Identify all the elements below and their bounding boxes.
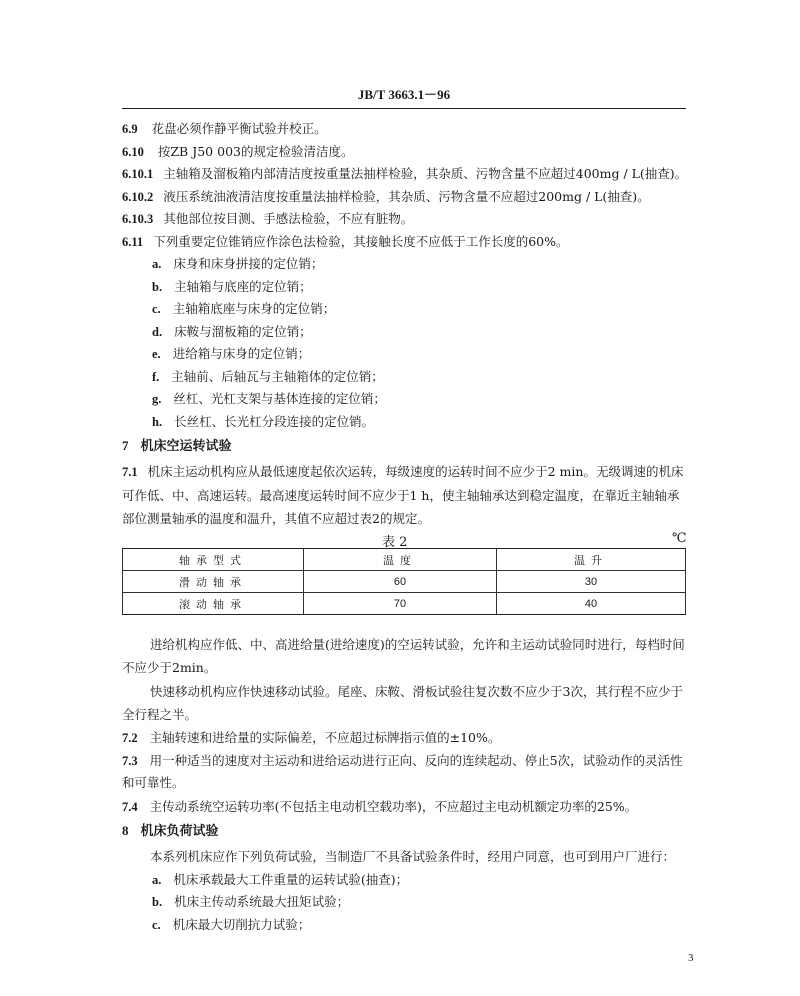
table-cell: 滚动轴承 (123, 593, 304, 615)
table-caption: 表 2 (382, 535, 408, 550)
section-8-heading: 8 机床负荷试验 (122, 823, 219, 839)
clause-number: 6.10.2 (122, 190, 154, 204)
section-8-intro: 本系列机床应作下列负荷试验，当制造厂不具备试验条件时，经用户同意，也可到用户厂进行： (150, 849, 676, 864)
clause-text: 花盘必须作静平衡试验并校正。 (151, 121, 327, 136)
clause-7-3-line1: 7.3 用一种适当的速度对主运动和进给运动进行正向、反向的连续起动、停止5次，试验动作的灵活性 (122, 753, 683, 768)
list-item: c. 主轴箱底座与床身的定位销； (152, 301, 336, 316)
table-cell: 30 (497, 571, 686, 593)
list-item: h. 长丝杠、长光杠分段连接的定位销。 (152, 414, 375, 429)
table-header-row (123, 549, 686, 571)
table-header-cell: 温升 (497, 549, 686, 571)
clause-text: 下列重要定位锥销应作涂色法检验，其接触长度不应低于工作长度的60%。 (153, 234, 569, 249)
table-row (123, 571, 686, 593)
rapid-paragraph-line1: 快速移动机构应作快速移动试验。尾座、床鞍、滑板试验往复次数不应少于3次，其行程不应少于 (150, 684, 683, 699)
clause-text: 液压系统油液清洁度按重量法抽样检验，其杂质、污物含量不应超过200mg / L(抽查)。 (163, 189, 650, 204)
table-2 (122, 548, 686, 615)
list-item: d. 床鞍与溜板箱的定位销； (152, 324, 312, 339)
feed-paragraph-line1: 进给机构应作低、中、高进给量(进给速度)的空运转试验，允许和主运动试验同时进行，每档时间 (150, 637, 685, 652)
table-cell: 70 (304, 593, 497, 615)
rapid-paragraph-line2: 全行程之半。 (122, 707, 198, 722)
clause-6-9 (122, 121, 327, 137)
list-item: e. 进给箱与床身的定位销； (152, 346, 311, 361)
clause-6-10-1 (122, 166, 687, 182)
page-header: JB/T 3663.1－96 (357, 87, 451, 102)
clause-6-10 (122, 144, 353, 160)
clause-6-11 (122, 234, 568, 250)
clause-7-1-line3: 部位测量轴承的温度和温升，其值不应超过表2的规定。 (122, 511, 430, 526)
list-item: c. 机床最大切削抗力试验； (152, 917, 311, 932)
clause-7-2: 7.2 主轴转速和进给量的实际偏差，不应超过标牌指示值的±10%。 (122, 730, 501, 745)
list-item: f. 主轴前、后轴瓦与主轴箱体的定位销； (152, 369, 384, 384)
clause-number: 6.10.3 (122, 212, 154, 226)
list-item: a. 床身和床身拼接的定位销； (152, 256, 324, 271)
clause-number: 6.9 (122, 122, 138, 136)
feed-paragraph-line2: 不应少于2min。 (122, 660, 217, 675)
list-item: b. 机床主传动系统最大扭矩试验； (152, 894, 350, 909)
clause-text: 主轴箱及溜板箱内部清洁度按重量法抽样检验，其杂质、污物含量不应超过400mg / L(抽查)。 (163, 166, 688, 181)
clause-6-10-2 (122, 189, 650, 205)
clause-number: 6.10.1 (122, 167, 154, 181)
table-cell: 60 (304, 571, 497, 593)
clause-number: 6.11 (122, 235, 144, 249)
table-cell: 滑动轴承 (123, 571, 304, 593)
list-item: a. 机床承载最大工件重量的运转试验(抽查)； (152, 872, 409, 887)
section-7-heading: 7 机床空运转试验 (122, 438, 232, 454)
table-row (123, 593, 686, 615)
clause-7-4: 7.4 主传动系统空运转功率(不包括主电动机空载功率)，不应超过主电动机额定功率的25%。 (122, 799, 638, 814)
clause-6-10-3 (122, 211, 413, 227)
header-rule (122, 108, 686, 109)
list-item: b. 主轴箱与底座的定位销； (152, 279, 312, 294)
table-header-cell: 温度 (304, 549, 497, 571)
clause-7-1-line1: 7.1 机床主运动机构应从最低速度起依次运转，每级速度的运转时间不应少于2 min。无级调速的机床 (122, 464, 684, 479)
clause-7-1-line2: 可作低、中、高速运转。最高速度运转时间不应少于1 h，使主轴轴承达到稳定温度，在靠近主轴轴承 (122, 488, 680, 503)
clause-text: 其他部位按目测、手感法检验，不应有脏物。 (163, 211, 414, 226)
clause-number: 6.10 (122, 145, 144, 159)
clause-text: 按ZB J50 003的规定检验清洁度。 (157, 144, 354, 159)
clause-7-3-line2: 和可靠性。 (122, 775, 185, 790)
page-number: 3 (688, 952, 694, 964)
table-header-cell: 轴承型式 (123, 549, 304, 571)
list-item: g. 丝杠、光杠支架与基体连接的定位销； (152, 391, 386, 406)
table-unit: ℃ (672, 531, 687, 546)
table-cell: 40 (497, 593, 686, 615)
